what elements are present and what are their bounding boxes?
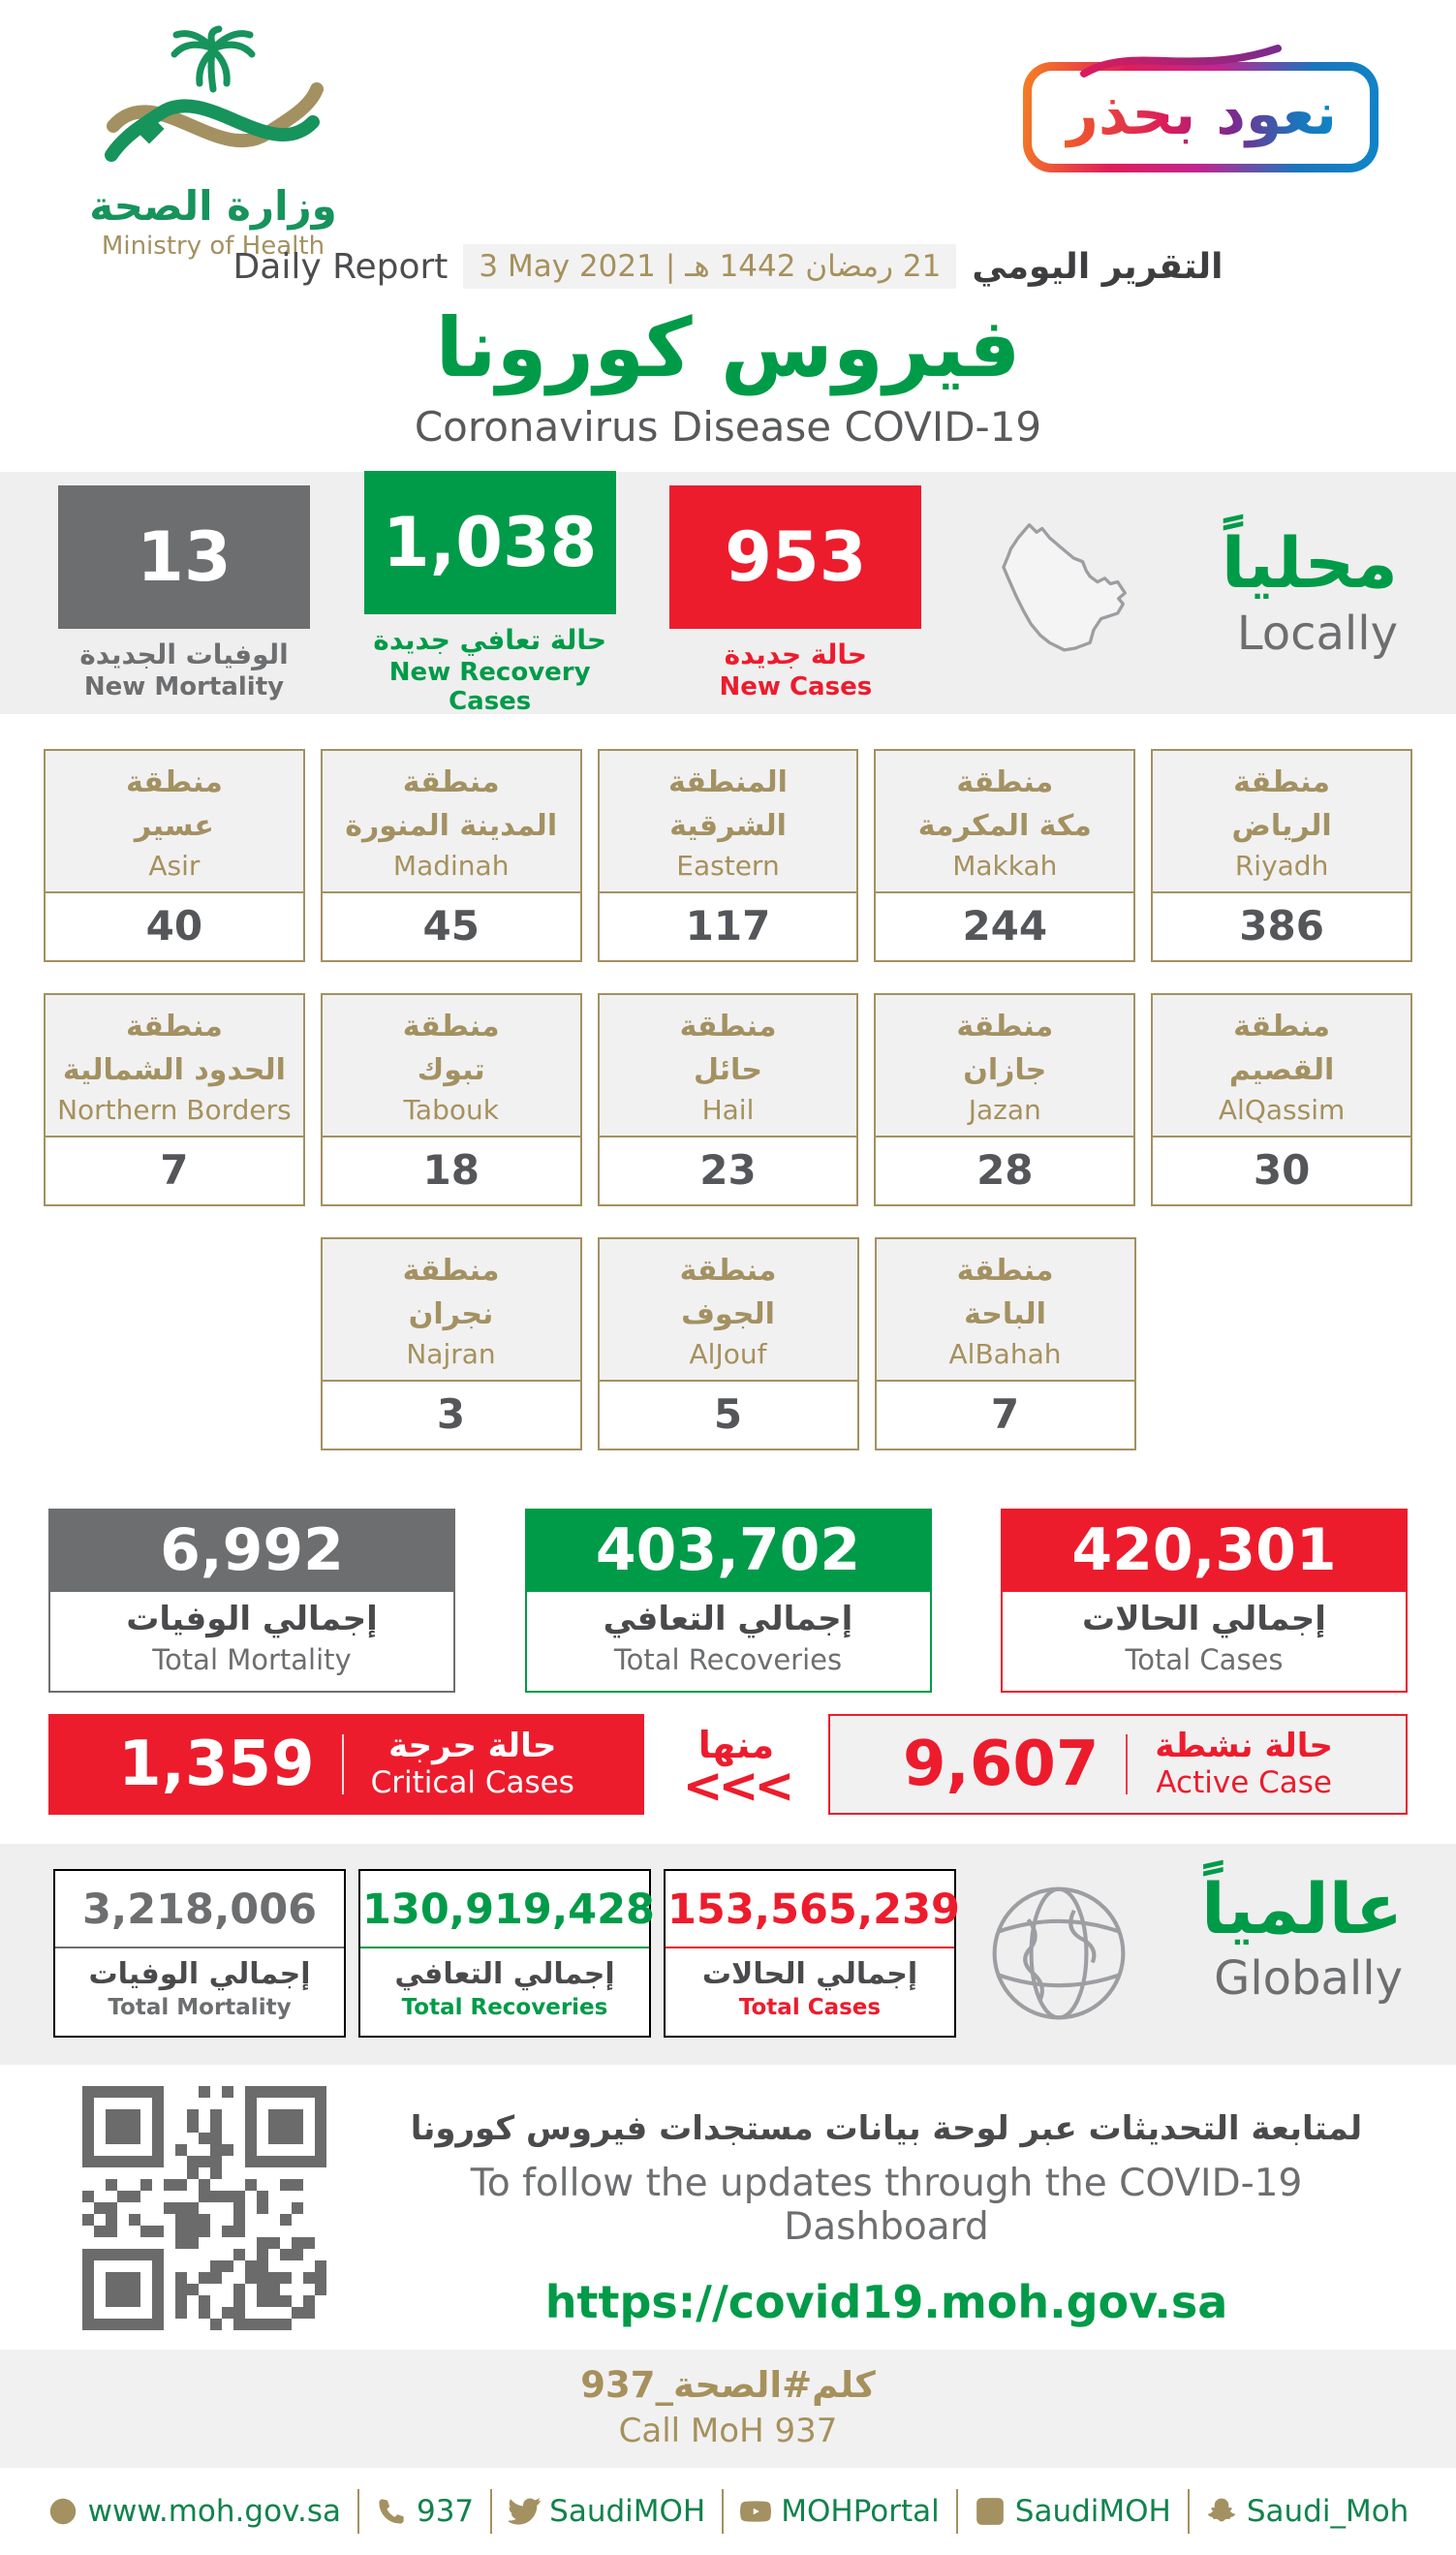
qr-code <box>82 2086 326 2330</box>
total-recoveries-value: 403,702 <box>525 1509 932 1592</box>
region-name-english: Asir <box>148 850 201 882</box>
critical-cases-value: 1,359 <box>118 1728 315 1800</box>
region-new-cases: 28 <box>976 1146 1034 1194</box>
separator <box>490 2489 492 2534</box>
region-name-arabic: منطقة القصيم <box>1228 1010 1335 1087</box>
region-name-arabic: المنطقة الشرقية <box>668 765 788 843</box>
locally-section <box>0 472 1456 714</box>
globally-section <box>0 1844 1456 2065</box>
region-name-arabic: منطقة حائل <box>679 1010 777 1087</box>
dashboard-url-link[interactable]: https://covid19.moh.gov.sa <box>544 2275 1228 2328</box>
global-mortality-label-ar: إجمالي الوفيات <box>88 1956 311 1991</box>
new-mortality-label-en: New Mortality <box>83 671 285 701</box>
locally-heading-ar: محلياً <box>1221 522 1398 605</box>
region-card-hail <box>598 993 859 1206</box>
globe-icon <box>47 2496 78 2527</box>
new-mortality-label-ar: الوفيات الجديدة <box>79 638 289 670</box>
global-recoveries-label-ar: إجمالي التعافي <box>394 1956 615 1991</box>
region-name-arabic: منطقة الجوف <box>679 1254 777 1331</box>
active-case-label-ar: حالة نشطة <box>1155 1726 1334 1765</box>
saudi-arabia-map-icon <box>983 510 1167 676</box>
region-card-madinah <box>321 749 582 962</box>
total-mortality-value: 6,992 <box>48 1509 455 1592</box>
region-new-cases: 18 <box>422 1146 480 1194</box>
dashboard-section <box>0 2065 1456 2330</box>
region-row-2 <box>44 993 1412 1206</box>
critical-cases-label-en: Critical Cases <box>370 1765 574 1801</box>
global-recoveries-value: 130,919,428 <box>360 1871 649 1948</box>
new-recovery-label-en: New Recovery Cases <box>388 657 591 716</box>
region-name-english: AlJouf <box>689 1338 767 1370</box>
global-cases-label-ar: إجمالي الحالات <box>701 1956 918 1991</box>
locally-heading-en: Locally <box>1236 606 1398 661</box>
youtube-link[interactable]: MOHPortal <box>740 2494 940 2529</box>
critical-cases-label-ar: حالة حرجة <box>388 1726 557 1765</box>
region-card-aljouf <box>598 1237 859 1450</box>
region-name-arabic: منطقة المدينة المنورة <box>345 765 558 843</box>
separator <box>357 2489 359 2534</box>
daily-report-label-en: Daily Report <box>232 246 449 287</box>
region-name-english: AlQassim <box>1218 1094 1346 1126</box>
total-mortality-label-ar: إجمالي الوفيات <box>126 1600 378 1638</box>
region-card-najran <box>321 1237 582 1450</box>
active-case-label-en: Active Case <box>1156 1765 1333 1801</box>
region-name-arabic: منطقة جازان <box>956 1010 1054 1087</box>
region-card-northern-borders <box>44 993 305 1206</box>
global-mortality-value: 3,218,006 <box>55 1871 344 1948</box>
globe-icon <box>982 1877 1135 2030</box>
critical-cases-box <box>48 1714 644 1815</box>
phone-link[interactable]: 937 <box>376 2494 474 2529</box>
phone-icon <box>376 2496 407 2527</box>
total-cases-block <box>1001 1509 1408 1693</box>
region-name-english: Makkah <box>952 850 1058 882</box>
region-name-english: Hail <box>701 1094 755 1126</box>
call-moh-band <box>0 2350 1456 2468</box>
region-row-3 <box>44 1237 1412 1450</box>
total-cases-label-en: Total Cases <box>1125 1642 1284 1676</box>
region-card-tabouk <box>321 993 582 1206</box>
global-recoveries-box <box>358 1869 655 2038</box>
locally-heading <box>1221 522 1398 661</box>
call-moh-ar: كلم#الصحة_937 <box>580 2363 876 2406</box>
globally-heading-en: Globally <box>1214 1950 1403 2006</box>
total-mortality-block <box>48 1509 455 1693</box>
new-cases-value: 953 <box>669 485 921 629</box>
of-which-label: منها <box>697 1723 775 1766</box>
region-new-cases: 40 <box>145 902 203 950</box>
new-cases-label-ar: حالة جديدة <box>724 638 868 670</box>
separator <box>956 2489 958 2534</box>
region-new-cases: 386 <box>1239 902 1324 950</box>
global-mortality-box <box>53 1869 346 2038</box>
region-card-riyadh <box>1151 749 1412 962</box>
region-card-eastern <box>598 749 859 962</box>
region-name-arabic: منطقة الحدود الشمالية <box>62 1010 286 1087</box>
chevrons-left-icon: <<< <box>682 1757 790 1814</box>
region-card-alqassim <box>1151 993 1412 1206</box>
region-new-cases: 23 <box>699 1146 757 1194</box>
total-mortality-label-en: Total Mortality <box>152 1642 352 1676</box>
report-date-hijri: 21 رمضان 1442 هـ <box>685 249 942 284</box>
region-name-english: AlBahah <box>948 1338 1062 1370</box>
globally-heading <box>1201 1869 1403 2006</box>
region-new-cases: 244 <box>962 902 1048 950</box>
page-title-arabic: فيروس كورونا <box>435 300 1021 395</box>
region-new-cases: 7 <box>160 1146 189 1194</box>
region-new-cases: 7 <box>990 1390 1020 1438</box>
website-link[interactable]: www.moh.gov.sa <box>47 2494 341 2529</box>
region-card-albahah <box>875 1237 1136 1450</box>
region-name-arabic: منطقة مكة المكرمة <box>917 765 1092 843</box>
snapchat-link[interactable]: Saudi_Moh <box>1206 2494 1409 2529</box>
badge-inner <box>1032 71 1370 164</box>
region-name-arabic: منطقة عسير <box>125 765 223 843</box>
region-new-cases: 30 <box>1253 1146 1311 1194</box>
dashboard-note-en: To follow the updates through the COVID-19 Dashboard <box>470 2161 1303 2249</box>
region-name-arabic: منطقة نجران <box>402 1254 500 1331</box>
call-moh-en: Call MoH 937 <box>618 2411 838 2450</box>
moh-logo-english: Ministry of Health <box>101 232 325 261</box>
global-cases-value: 153,565,239 <box>666 1871 954 1948</box>
report-date-gregorian: 3 May 2021 <box>479 249 656 284</box>
region-name-english: Tabouk <box>403 1094 499 1126</box>
global-recoveries-label-en: Total Recoveries <box>401 1995 608 2021</box>
region-name-arabic: منطقة الباحة <box>956 1254 1054 1331</box>
region-name-arabic: منطقة تبوك <box>402 1010 500 1087</box>
total-cases-value: 420,301 <box>1001 1509 1408 1592</box>
new-mortality-value: 13 <box>58 485 310 629</box>
facebook-icon <box>975 2496 1006 2527</box>
divider <box>1126 1734 1128 1794</box>
badge-label: نعود بحذر <box>1065 80 1337 148</box>
moh-logo <box>68 29 358 261</box>
total-recoveries-block <box>525 1509 932 1693</box>
divider <box>342 1734 344 1794</box>
report-date <box>463 244 956 289</box>
active-case-box <box>828 1714 1408 1815</box>
region-card-jazan <box>874 993 1135 1206</box>
new-recovery-value: 1,038 <box>364 471 616 614</box>
region-new-cases: 45 <box>422 902 480 950</box>
return-with-caution-badge <box>1023 62 1379 172</box>
totals-row <box>0 1481 1456 1693</box>
youtube-icon <box>740 2496 771 2527</box>
new-cases-label-en: New Cases <box>719 671 873 701</box>
total-recoveries-label-ar: إجمالي التعافي <box>603 1600 853 1638</box>
header <box>0 0 1456 261</box>
moh-logo-arabic: وزارة الصحة <box>89 182 337 230</box>
dashboard-note-ar: لمتابعة التحديثات عبر لوحة بيانات مستجدات فيروس كورونا <box>410 2108 1363 2148</box>
region-card-makkah <box>874 749 1135 962</box>
region-name-english: Northern Borders <box>57 1094 292 1126</box>
region-new-cases: 5 <box>713 1390 743 1438</box>
snapchat-icon <box>1206 2496 1237 2527</box>
region-new-cases: 3 <box>436 1390 466 1438</box>
separator <box>1188 2489 1190 2534</box>
new-cases-stat <box>669 485 921 701</box>
global-cases-label-en: Total Cases <box>738 1995 882 2021</box>
region-name-english: Riyadh <box>1234 850 1329 882</box>
total-recoveries-label-en: Total Recoveries <box>613 1642 843 1676</box>
facebook-link[interactable]: SaudiMOH <box>975 2494 1171 2529</box>
page-title-english: Coronavirus Disease COVID-19 <box>414 403 1042 451</box>
region-card-asir <box>44 749 305 962</box>
date-separator: | <box>665 249 676 284</box>
global-cases-box <box>664 1869 960 2038</box>
region-row-1 <box>44 749 1412 962</box>
region-name-english: Eastern <box>676 850 780 882</box>
globally-heading-ar: عالمياً <box>1201 1867 1403 1949</box>
moh-logo-mark <box>102 29 325 176</box>
region-name-english: Madinah <box>392 850 510 882</box>
global-mortality-label-en: Total Mortality <box>108 1995 292 2021</box>
twitter-icon <box>509 2496 540 2527</box>
region-new-cases: 117 <box>685 902 771 950</box>
daily-report-label-ar: التقرير اليومي <box>972 246 1224 287</box>
new-recovery-label-ar: حالة تعافي جديدة <box>373 623 607 656</box>
total-cases-label-ar: إجمالي الحالات <box>1082 1600 1326 1638</box>
new-recovery-stat <box>364 471 616 716</box>
region-name-english: Jazan <box>968 1094 1041 1126</box>
of-which-indicator <box>682 1723 790 1814</box>
regions-grid <box>0 714 1456 1450</box>
region-name-english: Najran <box>406 1338 496 1370</box>
critical-active-row <box>0 1693 1456 1830</box>
separator <box>722 2489 724 2534</box>
footer-links <box>0 2468 1456 2555</box>
twitter-link[interactable]: SaudiMOH <box>509 2494 705 2529</box>
active-case-value: 9,607 <box>902 1728 1100 1800</box>
region-name-arabic: منطقة الرياض <box>1231 765 1332 843</box>
new-mortality-stat <box>58 485 310 701</box>
